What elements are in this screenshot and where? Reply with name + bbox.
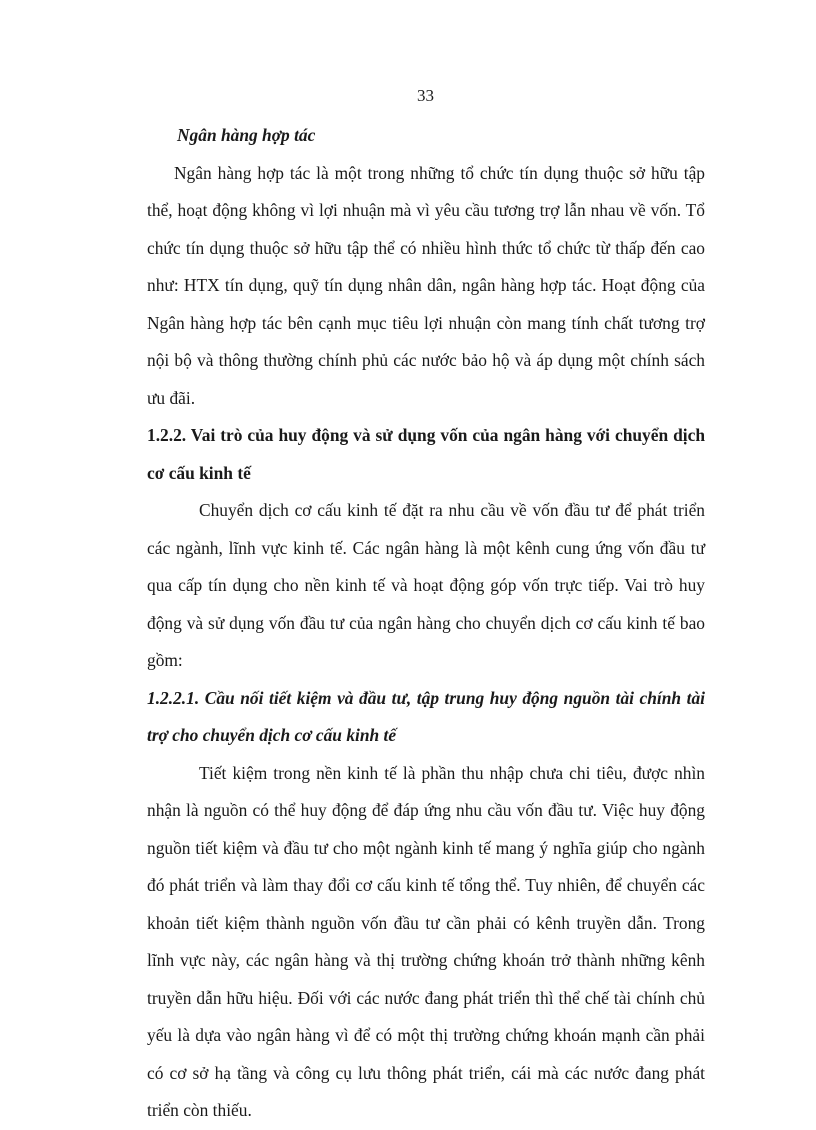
paragraph-1-2-2-1: Tiết kiệm trong nền kinh tế là phần thu nhập chưa chi tiêu, được nhìn nhận là nguồn có thể huy động để đáp ứng nhu cầu vốn đầu tư. Việc huy động nguồn tiết kiệm và đầu tư cho một ngành kinh tế mang ý nghĩa giúp cho ngành đó phát triển và làm thay đổi cơ cấu kinh tế tổng thể. Tuy nhiên, để chuyển các khoản tiết kiệm thành nguồn vốn đầu tư cần phải có kênh truyền dẫn. Trong lĩnh vực này, các ngân hàng và thị trường chứng khoán trở thành những kênh truyền dẫn hữu hiệu. Đối với các nước đang phát triển thì thể chế tài chính chủ yếu là dựa vào ngân hàng vì để có một thị trường chứng khoán mạnh cần phải có cơ sở hạ tầng và công cụ lưu thông phát triển, cái mà các nước đang phát triển còn thiếu.	[147, 762, 705, 1120]
paragraph-ngan-hang-hop-tac: Ngân hàng hợp tác là một trong những tổ chức tín dụng thuộc sở hữu tập thể, hoạt động không vì lợi nhuận mà vì yêu cầu tương trợ lẫn nhau về vốn. Tổ chức tín dụng thuộc sở hữu tập thể có nhiều hình thức tổ chức từ thấp đến cao như: HTX tín dụng, quỹ tín dụng nhân dân, ngân hàng hợp tác. Hoạt động của Ngân hàng hợp tác bên cạnh mục tiêu lợi nhuận còn mang tính chất tương trợ nội bộ và thông thường chính phủ các nước bảo hộ và áp dụng một chính sách ưu đãi.	[147, 162, 705, 408]
heading-1-2-2: 1.2.2. Vai trò của huy động và sử dụng vốn của ngân hàng với chuyển dịch cơ cấu kinh tế	[147, 425, 705, 483]
page-content	[147, 117, 705, 1130]
page-number: 33	[417, 86, 434, 105]
heading-1-2-2-1: 1.2.2.1. Cầu nối tiết kiệm và đầu tư, tập trung huy động nguồn tài chính tài trợ cho chuyển dịch cơ cấu kinh tế	[147, 687, 705, 745]
paragraph-1-2-2: Chuyển dịch cơ cấu kinh tế đặt ra nhu cầu về vốn đầu tư để phát triển các ngành, lĩnh vực kinh tế. Các ngân hàng là một kênh cung ứng vốn đầu tư qua cấp tín dụng cho nền kinh tế và hoạt động góp vốn trực tiếp. Vai trò huy động và sử dụng vốn đầu tư của ngân hàng cho chuyển dịch cơ cấu kinh tế bao gồm:	[147, 500, 705, 670]
heading-ngan-hang-hop-tac: Ngân hàng hợp tác	[177, 125, 316, 145]
